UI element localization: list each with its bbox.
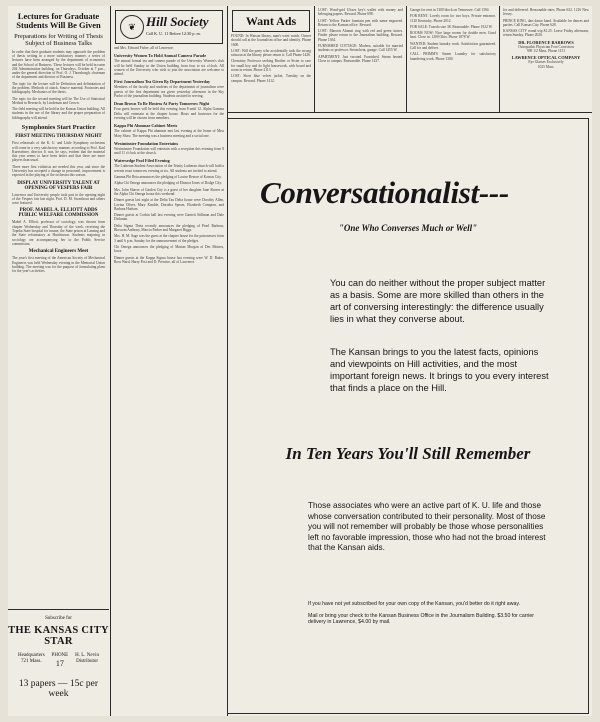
society-heading: Watersedge Pool Filed Evening	[114, 158, 170, 164]
distributor-label: Distributor	[76, 659, 99, 665]
optical-company-name: LAWRENCE OPTICAL COMPANY	[511, 55, 581, 61]
symphony-subheadline: FIRST MEETING THURSDAY NIGHT	[15, 134, 102, 140]
classified-ad: FOR RENT: Lovely room for two boys. Private entrance. 1120 Kentucky. Phone 2012.	[410, 14, 496, 23]
article-paragraph: Three more first violinists are needed this year, and since the University has accepted a change in personnel, improvement is expected in the playing of the orchestra this season.	[12, 164, 105, 178]
ad-subtitle: In Ten Years You'll Still Remember	[285, 444, 531, 463]
mechanical-headline: Mechanical Engineers Meet	[28, 249, 89, 255]
society-item: Dinner guests at Corbin hall last evening were Garnett Stillman and Dale Dickman.	[114, 213, 224, 222]
doctor-line: Osteopathic Physician Foot Correction	[518, 44, 574, 49]
newspaper-page	[8, 6, 592, 716]
optical-line: 1025 Mass.	[537, 64, 555, 69]
society-heading: Westminster Foundation Entertains	[114, 140, 179, 146]
optical-line: Eye Glasses Exclusively	[528, 60, 564, 65]
section-rule	[227, 112, 592, 113]
doctor-name: DR. FLORENCE BARROWS	[518, 39, 574, 45]
article-paragraph: In order that their graduate students may approach the problem of thesis writing in a more satisfactory manner, a series of lectures have been arranged by the department of economics and the School of Business. These lectures will be held in room 204 Administration building, on Thursdays, October at 7 p.m., under the general direction of Prof. O. J. Thornburgh, chairman of the department and director of Business.	[12, 49, 105, 80]
star-distributor	[75, 653, 99, 669]
article-paragraph: First rehearsals of the K. U. and Little Symphony orchestras will come in a very satisfactory manner, according to Prof. Karl Kuersteiner, director. It was, he says, evident that the material this year seems to have been better and that there are more players than usual.	[12, 141, 105, 163]
classifieds-column-a	[315, 8, 406, 112]
classified-ad: FOR SALE: Tuxedo size 38. Reasonable. Phone 1922 W.	[410, 24, 493, 29]
classifieds-column-c	[500, 8, 592, 112]
society-item: The cabinet of Kappa Phi alumnae met last evening at the home of Miss Mary Shaw. The meeting was a business meeting and a social one.	[114, 129, 224, 138]
star-contact-row	[18, 653, 99, 669]
classified-ad: LOST: Yellow Parker fountain pen with name engraved. Return to the Kansan office. Reward.	[318, 18, 403, 27]
hq-address: 721 Mass.	[21, 659, 42, 665]
hill-society-logo-icon: ❦	[120, 15, 144, 39]
ad-body-paragraph: Those associates who were an active part of K. U. life and those whose conversation contributed to their personality. Most of those you will not remember will probably be those whose personalities left no favorable impression, those who had not the broad interest that the Kansan aids.	[308, 501, 546, 552]
society-item: Members of the faculty and students of the department of journalism were guests of the first department tea given yesterday afternoon in the Sky Parlor of the journalism building. Students assisted in serving.	[114, 85, 224, 99]
society-item: Mrs. John Shaver of Garden City is a guest of her daughter Jane Shaver at the Alpha Chi Omega house this weekend.	[114, 187, 224, 196]
society-item: Westminster Foundation will entertain with a reception this evening from 8 until 11 o'clock at the church.	[114, 146, 224, 156]
society-heading: Dean Brown To Be Hostess At Party Tomorrow Night	[114, 101, 210, 107]
kansan-advertisement	[227, 118, 589, 714]
star-price: 13 papers — 15c per week	[18, 679, 99, 700]
society-item: Chi Omega announces the pledging of Marian Morgan of Des Moines, Iowa.	[114, 244, 224, 254]
classified-ad: ROOMS NOW: Nice large rooms for double men. Good heat. Close in. 1200 Ohio. Phone 1878 W.	[410, 31, 496, 40]
article-paragraph: The field meeting will be held in the Kansas Union building. All students in the use of the library and the proper preparation of bibliography will attend.	[12, 107, 105, 120]
ad-tagline: "One Who Converses Much or Well"	[338, 223, 478, 233]
classified-ad: for and delivered. Reasonable rates. Phone 632. 1216 New Jersey.	[503, 8, 589, 17]
phone-number: 17	[55, 659, 64, 669]
star-headquarters	[18, 653, 45, 669]
society-heading: First Journalism Tea Given By Department Yesterday	[114, 79, 211, 85]
ad-footer-line: If you have not yet subscribed for your own copy of the Kansan, you'd better do it right away.	[308, 601, 520, 607]
ad-body-paragraph: You can do neither without the proper subject matter as a basis. Some are more skilled than others in the art of conversing interestingly: the difference usually lies in what they converse about.	[330, 278, 546, 324]
ad-footer	[308, 601, 548, 626]
classified-ad: WANTED: Student laundry work. Satisfaction guaranteed. Call for and deliver.	[410, 41, 496, 51]
society-heading: Kappa Phi Alumnae Cabinet Meets	[114, 123, 178, 129]
article-paragraph: The topic for the second meeting will be The Use of Statistical Method in Research, by Lindeman and Crown.	[12, 96, 105, 105]
ad-footer-line: Mail or bring your check to the Kansan Business Office in the Journalism Building. $3.50 for carrier delivery in Lawrence, $4.00 by mail.	[308, 612, 534, 626]
classified-ad: Garage for rent in 1300 block on Tennessee. Call 1394.	[410, 8, 490, 12]
society-item: Gamma Phi Beta announces the pledging of Louise Reasor of Kansas City.	[114, 175, 222, 180]
phone-label: PHONE	[51, 653, 69, 658]
society-item: The annual formal tea and camera parade of the University Women's club will be held Sunday in the Union building from four to six o'clock. All women of the University who wish to join the association are welcome to attend.	[114, 59, 224, 77]
classified-ad: FURNISHED COTTAGE: Modern, suitable for married students or professor. Steam heat, garage. Call 1455 W.	[318, 44, 403, 53]
classified-ad: APARTMENT: Just vacated. Furnished. Steam heated. Close to campus. Reasonable. Phone 1437.	[318, 54, 403, 63]
elliott-headline: PROF. MABEL A. ELLIOTT ADDS PUBLIC WELFARE COMMISSION	[18, 208, 99, 219]
star-subscribe-label: Subscribe for	[45, 616, 72, 621]
society-item: Dinner guests last night at the Delta Tau Delta house were Dorothy Allen, Lavina Oliver, Mary Kimble, Dorotha Spears, Elizabeth Compton, and Barbara Hudson.	[114, 198, 224, 211]
society-item: Mrs. H. M. Sage was the guest at the chapter house for the patronesses from 3 until 6 p.m. Sunday for the announcement of the pledges.	[114, 234, 224, 243]
ad-body-paragraph: The Kansan brings to you the latest facts, opinions and viewpoints on Hill activities, and the most important foreign news. It brings to you every interest that finds a place on the Hill.	[330, 347, 549, 393]
hill-society-banner	[115, 10, 223, 44]
society-item: and Mrs. Edward Fisher, all of Lawrence.	[114, 46, 174, 50]
want-ad: LOST: Will the party who accidentally took the wrong raincoat at the library please return it. Call Phone 1426.	[231, 48, 311, 58]
classified-ad: CALL PRIMM'S Steam Laundry for satisfactory laundering work. Phone 1300.	[410, 52, 496, 61]
classified-ad: LOST: Maroon Alumni ring with red and green stones. Finder please return to the Journalism building. Reward. Phone 1364.	[318, 29, 403, 42]
symphony-headline: Symphonies Start Practice	[21, 124, 96, 132]
article-paragraph: Mabel A. Elliott, professor of sociology, was chosen from chapter Wednesday and Thursday of the week, receiving the Topeka State hospital for insane, the State prison at Lansing and the State reformatory at Hutchinson. Students majoring in sociology are accompanying her to the Public Service commission.	[12, 220, 105, 246]
ad-title: Conversationalist---	[260, 175, 509, 210]
want-ads-column	[228, 6, 314, 112]
want-ads-title: Want Ads	[232, 10, 310, 32]
recital-headline: DISPLAY UNIVERSITY TALENT AT OPENING OF VESPERS FAIR	[17, 180, 100, 191]
society-item: The Lutheran Student Association of the Trinity Lutheran church will hold a weenie roast tomorrow evening at six. All students are invited to attend.	[114, 164, 224, 173]
classified-ad: KANSAS CITY round trip $1.25. Leave Friday afternoon, return Sunday. Phone 2026.	[503, 29, 589, 38]
society-item: Four guest houses will be held this evening from 8 until 12. Alpha Gamma Delta will entertain at the chapter house. Hosts and hostesses for the evening will be chosen from members.	[114, 107, 224, 120]
star-newspaper-name: THE KANSAS CITY STAR	[8, 625, 109, 647]
want-ad: LOST: Short blue velvet jacket, Tuesday on the campus. Reward. Phone 1412.	[231, 74, 311, 83]
lectures-subheadline: Preparations for Writing of Thesis Subject of Business Talks	[14, 32, 103, 48]
left-news-column	[8, 6, 109, 716]
kansas-city-star-ad	[8, 609, 109, 716]
doctor-line: 909 1/2 Mass. Phone 1151	[526, 49, 566, 54]
hill-society-title: Hill Society	[146, 14, 209, 29]
distributor-name: H. L. Nevin	[75, 653, 99, 658]
hq-label: Headquarters	[18, 653, 45, 658]
hill-society-column	[111, 6, 227, 716]
society-item: Delta Sigma Theta recently announces the pledging of Pearl Barbour, Blossom Anthony, Marcia Parker and Margaret Riggs.	[114, 223, 224, 233]
star-phone	[52, 653, 69, 669]
article-paragraph: Lawrence and University people took part in the opening night of the Vespers fair last night. Prof. D. M. Swarthout and others were featured.	[12, 192, 105, 206]
society-item: Alpha Chi Omega announces the pledging of Eleanor Jones of Dodge City.	[114, 181, 222, 186]
classified-ad: PRINCE KING, dart dance band. Available for dances and parties. Call Kansas City. Phone 628.	[503, 18, 589, 27]
article-paragraph: The year's first meeting of the American Society of Mechanical Engineers was held Wednesday evening in the Memorial Union building. The meeting was for the purpose of formulating plans for the year's activities.	[12, 256, 105, 274]
hill-society-call-line: Call K. U. 11 Before 12:30 p. m.	[146, 31, 201, 36]
classified-ad: LOST: Wood-grid Ulsses key's wallet with money and belonging papers. Reward. Phone 698.	[318, 8, 403, 17]
lectures-headline: Lectures for Graduate Students Will Be Given	[16, 11, 101, 31]
society-heading: University Women To Hold Annual Camera Parade	[114, 53, 207, 59]
article-paragraph: The topic for the lecture will be Definition and delimitation of the problem. Methods of attack. Source material. Footnotes and bibliography. Mechanics of the thesis.	[12, 81, 105, 95]
society-item: Dinner guests at the Kappa Sigma house last evening were W. D. Baker, Ross Ward, Harry Post and D. Prentice, all of Lawrence.	[114, 255, 224, 264]
classifieds-column-b	[407, 8, 499, 112]
want-ad: Chemistry Professor seeking Brother or Sister to care for small boy and do light housework, with board and room in return. Phone 2113.	[231, 59, 311, 73]
want-ad: FOUND: In Watson library, man's wrist watch. Owner should call at the Journalism office and identify. Phone 1600.	[231, 34, 311, 47]
